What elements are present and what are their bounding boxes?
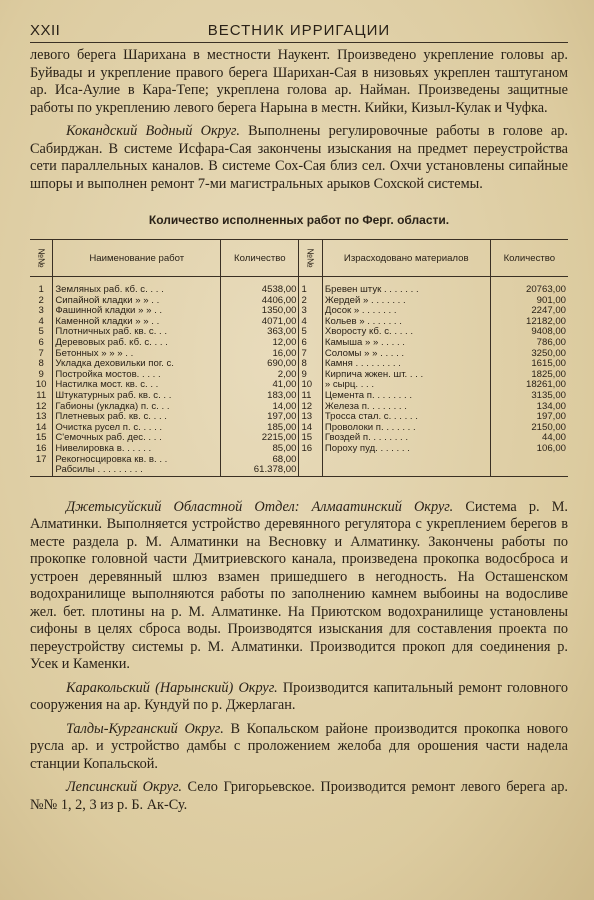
paragraph-kokand-body: Выполнены регулировочные работы в голове ар. Сабирджан. В системе Исфара-Сая закончены изыскания на предмет переустройства сети параллельных каналов. В системе Сох-Сая близ сел. Охчи установлены сипайные шпоры и выполнен ремонт 7-ми магистральных арыков Сохской системы. bbox=[30, 123, 569, 192]
work-qty: 4071,00 bbox=[221, 317, 299, 328]
material-no: 8 bbox=[299, 359, 322, 370]
material-name bbox=[322, 455, 490, 466]
material-qty: 1615,00 bbox=[490, 359, 568, 370]
material-no: 15 bbox=[299, 433, 322, 444]
table-row bbox=[30, 444, 568, 455]
works-no: 6 bbox=[38, 336, 44, 348]
paragraph-almaata-lead: Джетысуйский Областной Отдел: Алмаатинский Округ. bbox=[66, 498, 454, 515]
paragraph-kokand-lead: Кокандский Водный Округ. bbox=[66, 123, 240, 139]
material-name: Кольев » . . . . . . . bbox=[322, 317, 490, 328]
work-name: Бетонных » » » . . bbox=[53, 349, 221, 360]
table-row bbox=[30, 391, 568, 402]
work-qty: 16,00 bbox=[221, 349, 299, 360]
material-qty: 786,00 bbox=[490, 338, 568, 349]
paragraph-karakol-lead: Каракольский (Нарынский) Округ. bbox=[66, 679, 278, 696]
material-no: 3 bbox=[299, 306, 322, 317]
works-no: 16 bbox=[35, 442, 47, 454]
paragraph-lepsinsk-lead: Лепсинский Округ. bbox=[66, 779, 182, 796]
work-name: Сипайной кладки » » . . bbox=[53, 296, 221, 307]
paragraph-taldy bbox=[30, 721, 568, 774]
work-name: С'емочных раб. дес. . . . bbox=[53, 433, 221, 444]
works-no: 7 bbox=[38, 347, 44, 359]
material-qty bbox=[490, 465, 568, 476]
material-qty: 197,00 bbox=[490, 412, 568, 423]
material-name: Бревен штук . . . . . . . bbox=[322, 277, 490, 296]
work-qty: 4406,00 bbox=[221, 296, 299, 307]
works-no: 12 bbox=[35, 400, 47, 412]
paragraph-1: левого берега Шарихана в местности Наукент. Произведено укрепление головы ар. Буйвады и укрепление правого берега Шарихан-Сая в низовьях укреплен таштуганом ар. Иса-Аулие в Кара-Тепе; укреплена голова ар. Найман. Произведены защитные работы по укреплению левого берега Нарына в местн. Кийки, Кизыл-Кулак и Чуфка. bbox=[30, 47, 568, 116]
material-qty: 20763,00 bbox=[490, 277, 568, 296]
material-qty bbox=[490, 455, 568, 466]
material-qty: 12182,00 bbox=[490, 317, 568, 328]
material-name: Досок » . . . . . . . bbox=[322, 306, 490, 317]
works-no: 17 bbox=[35, 453, 47, 465]
paragraph-almaata bbox=[30, 499, 568, 674]
paragraph-lepsinsk bbox=[30, 779, 568, 814]
col-header-no2: №№ bbox=[299, 240, 322, 277]
material-no: 4 bbox=[299, 317, 322, 328]
material-no: 2 bbox=[299, 296, 322, 307]
work-qty: 363,00 bbox=[221, 327, 299, 338]
work-qty: 41,00 bbox=[221, 380, 299, 391]
material-qty: 44,00 bbox=[490, 433, 568, 444]
table-row bbox=[30, 277, 568, 296]
work-qty: 85,00 bbox=[221, 444, 299, 455]
works-no: 8 bbox=[38, 358, 44, 370]
material-name: Железа п. . . . . . . . bbox=[322, 402, 490, 413]
material-name: Камня . . . . . . . . . bbox=[322, 359, 490, 370]
material-no: 11 bbox=[299, 391, 322, 402]
work-qty: 4538,00 bbox=[221, 277, 299, 296]
paragraph-taldy-lead: Талды-Курганский Округ. bbox=[66, 720, 224, 737]
work-name: Нивелировка в. . . . . . bbox=[53, 444, 221, 455]
material-name: Жердей » . . . . . . . bbox=[322, 296, 490, 307]
material-no: 14 bbox=[299, 423, 322, 434]
material-name: Хворосту кб. с. . . . . bbox=[322, 327, 490, 338]
work-name: Каменной кладки » » . . bbox=[53, 317, 221, 328]
material-qty: 3135,00 bbox=[490, 391, 568, 402]
work-qty: 2,00 bbox=[221, 370, 299, 381]
material-name: » сырц. . . . bbox=[322, 380, 490, 391]
work-name: Плетневых раб. кв. с. . . . bbox=[53, 412, 221, 423]
work-qty: 12,00 bbox=[221, 338, 299, 349]
material-qty: 2247,00 bbox=[490, 306, 568, 317]
material-no: 9 bbox=[299, 370, 322, 381]
work-qty: 68,00 bbox=[221, 455, 299, 466]
works-table bbox=[30, 239, 568, 476]
work-name: Деревовых раб. кб. с. . . . bbox=[53, 338, 221, 349]
material-no: 12 bbox=[299, 402, 322, 413]
works-no: 10 bbox=[35, 379, 47, 391]
material-no: 5 bbox=[299, 327, 322, 338]
material-qty: 1825,00 bbox=[490, 370, 568, 381]
material-no bbox=[299, 455, 322, 466]
work-qty: 197,00 bbox=[221, 412, 299, 423]
material-name: Цемента п. . . . . . . . bbox=[322, 391, 490, 402]
works-no: 2 bbox=[38, 294, 44, 306]
works-no: 14 bbox=[35, 421, 47, 433]
running-header bbox=[30, 22, 568, 43]
material-no: 1 bbox=[299, 277, 322, 296]
works-no: 3 bbox=[38, 305, 44, 317]
work-name: Рекогносцировка кв. в. . . bbox=[53, 455, 221, 466]
work-qty: 2215,00 bbox=[221, 433, 299, 444]
material-name: Пороху пуд. . . . . . . bbox=[322, 444, 490, 455]
work-name: Земляных раб. кб. с. . . . bbox=[53, 277, 221, 296]
paragraph-karakol bbox=[30, 680, 568, 715]
material-name: Соломы » » . . . . . bbox=[322, 349, 490, 360]
col-header-qty2: Количество bbox=[490, 240, 568, 277]
paragraph-karakol-body: Производится капитальный ремонт головного сооружения на ар. Кундуй по р. Джерлаган. bbox=[30, 679, 568, 714]
works-no: 9 bbox=[38, 368, 44, 380]
material-qty: 106,00 bbox=[490, 444, 568, 455]
material-qty: 18261,00 bbox=[490, 380, 568, 391]
col-header-work: Наименование работ bbox=[53, 240, 221, 277]
table-bottom-rule bbox=[30, 476, 568, 477]
table-row bbox=[30, 338, 568, 349]
material-no: 16 bbox=[299, 444, 322, 455]
work-name: Габионы (укладка) п. с. . . bbox=[53, 402, 221, 413]
material-name: Тросса стал. с. . . . . . bbox=[322, 412, 490, 423]
work-name: Очистка русел п. с. . . . . bbox=[53, 423, 221, 434]
works-no: 5 bbox=[38, 326, 44, 338]
material-qty: 3250,00 bbox=[490, 349, 568, 360]
work-qty: 690,00 bbox=[221, 359, 299, 370]
table-row bbox=[30, 465, 568, 476]
work-qty: 183,00 bbox=[221, 391, 299, 402]
col-header-material: Израсходовано материалов bbox=[322, 240, 490, 277]
works-no bbox=[30, 465, 53, 476]
work-name: Фашинной кладки » » . . bbox=[53, 306, 221, 317]
work-name: Настилка мост. кв. с. . . bbox=[53, 380, 221, 391]
material-no: 13 bbox=[299, 412, 322, 423]
paragraph-lepsinsk-body: Село Григорьевское. Производится ремонт левого берега ар. №№ 1, 2, 3 из р. Б. Ак-Су. bbox=[30, 779, 569, 813]
material-name: Проволоки п. . . . . . . bbox=[322, 423, 490, 434]
works-no: 15 bbox=[35, 432, 47, 444]
work-name: Рабсилы . . . . . . . . . bbox=[53, 465, 221, 476]
material-no bbox=[299, 465, 322, 476]
col-header-qty: Количество bbox=[221, 240, 299, 277]
work-name: Плотничных раб. кв. с. . . bbox=[53, 327, 221, 338]
page-number: XXII bbox=[30, 22, 61, 39]
paragraph-taldy-body: В Копальском районе производится прокопка нового русла ар. и устройство дамбы с проложением желоба для орошения части надела станции Копальской. bbox=[30, 720, 569, 772]
material-no: 7 bbox=[299, 349, 322, 360]
col-header-no: №№ bbox=[30, 240, 53, 277]
work-name: Штукатурных раб. кв. с. . . bbox=[53, 391, 221, 402]
table-title: Количество исполненных работ по Ферг. области. bbox=[148, 213, 450, 227]
material-name: Камыша » » . . . . . bbox=[322, 338, 490, 349]
material-qty: 2150,00 bbox=[490, 423, 568, 434]
material-name: Гвоздей п. . . . . . . . bbox=[322, 433, 490, 444]
material-name: Кирпича жжен. шт. . . . bbox=[322, 370, 490, 381]
work-qty: 61.378,00 bbox=[221, 465, 299, 476]
works-no: 11 bbox=[36, 389, 47, 401]
journal-title: ВЕСТНИК ИРРИГАЦИИ bbox=[207, 22, 391, 39]
material-qty: 901,00 bbox=[490, 296, 568, 307]
work-qty: 185,00 bbox=[221, 423, 299, 434]
paragraph-almaata-body: Система р. М. Алматинки. Выполняется устройство деревянного регулятора с укреплением берегов в месте раздела р. М. Алматинки на Весновку и Алматинку. Закончены работы по прокопке головной части Дмитриевского канала, произведена прокопка водосброса и устроен деревянный шлюз взамен пришедшего в негодность. На Осташенском водохранилище выполняются работы по заполнению камнем выбоины на водосливе жел. бет. плотины на р. М. Алматинке. На Приютском водохранилище установлены сифоны в целях сброса воды. Производятся изыскания для составления проекта по переустройству системы р. М. Алматинки. Производится прокоп для соединения р. Усек и Каменки. bbox=[30, 498, 568, 673]
work-qty: 14,00 bbox=[221, 402, 299, 413]
works-no: 4 bbox=[38, 315, 44, 327]
material-qty: 134,00 bbox=[490, 402, 568, 413]
material-no: 6 bbox=[299, 338, 322, 349]
paragraph-kokand bbox=[30, 123, 568, 193]
work-qty: 1350,00 bbox=[221, 306, 299, 317]
material-qty: 9408,00 bbox=[490, 327, 568, 338]
works-no: 13 bbox=[35, 411, 47, 423]
work-name: Постройка мостов. . . . . bbox=[53, 370, 221, 381]
material-no: 10 bbox=[299, 380, 322, 391]
works-no: 1 bbox=[38, 284, 44, 295]
work-name: Укладка деховильки пог. с. bbox=[53, 359, 221, 370]
material-name bbox=[322, 465, 490, 476]
